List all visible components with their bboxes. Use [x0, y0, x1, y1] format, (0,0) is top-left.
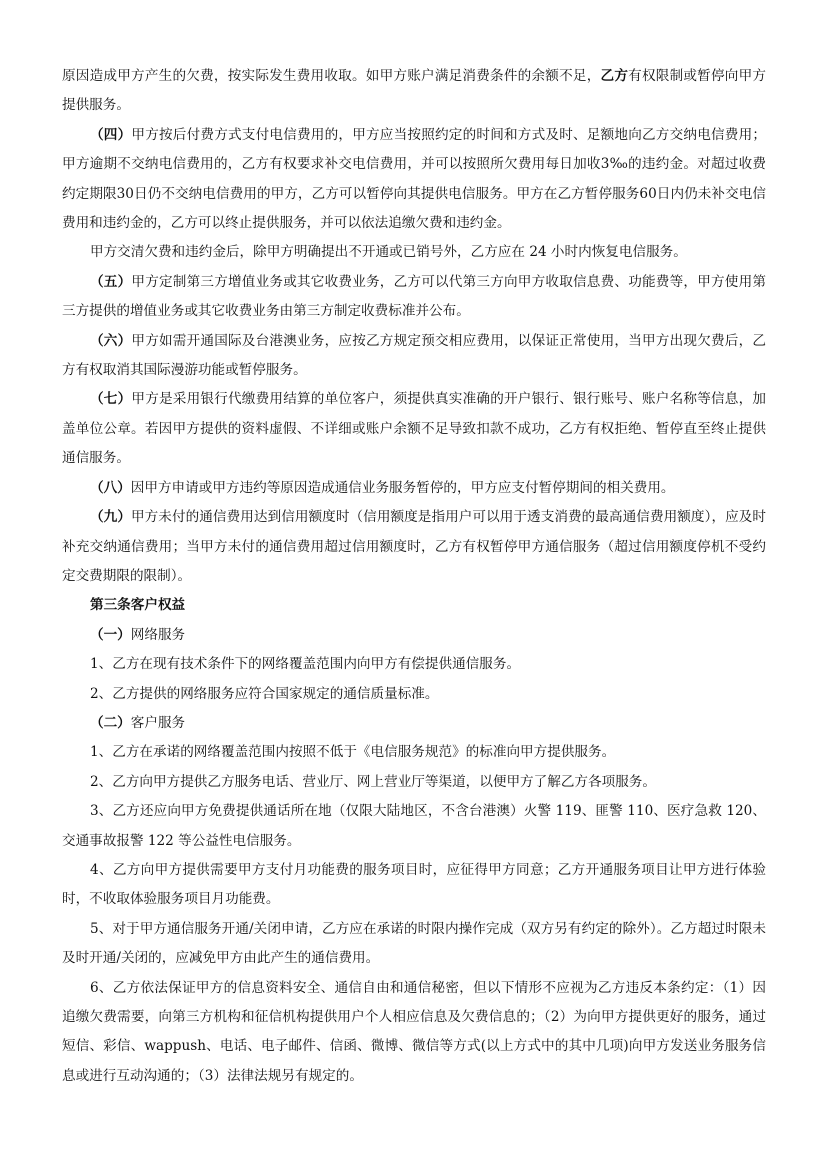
contract-paragraph: [62, 768, 766, 797]
text-segment: 1、乙方在承诺的网络覆盖范围内按照不低于《电信服务规范》的标准向甲方提供服务。: [90, 744, 616, 761]
text-segment: 1、乙方在现有技术条件下的网络覆盖范围内向甲方有偿提供通信服务。: [90, 656, 521, 673]
text-segment: 甲方是采用银行代缴费用结算的单位客户，须提供真实准确的开户银行、银行账号、账户名称等信息，加盖单位公章。若因甲方提供的资料虚假、不详细或账户余额不足导致扣款不成功，乙方有权拒绝、暂停直至终止提供通信服务。: [62, 391, 767, 467]
text-segment: 4、乙方向甲方提供需要甲方支付月功能费的服务项目时，应征得甲方同意；乙方开通服务项目让甲方进行体验时，不收取体验服务项目月功能费。: [62, 861, 766, 908]
bold-text-segment: （六）: [90, 332, 132, 349]
text-segment: 2、乙方提供的网络服务应符合国家规定的通信质量标准。: [90, 685, 439, 702]
contract-paragraph: [62, 327, 766, 386]
text-segment: 因甲方申请或甲方违约等原因造成通信业务服务暂停的，甲方应支付暂停期间的相关费用。: [130, 479, 675, 496]
bold-text-segment: （一）: [90, 626, 131, 643]
text-segment: 2、乙方向甲方提供乙方服务电话、营业厅、网上营业厅等渠道，以便甲方了解乙方各项服务。: [90, 773, 656, 790]
bold-text-segment: （五）: [90, 273, 132, 290]
contract-paragraph: [62, 121, 766, 239]
contract-paragraph: [62, 268, 766, 327]
contract-paragraph: [62, 738, 766, 767]
text-segment: 有权限制或暂停向甲方提供服务。: [62, 68, 767, 114]
contract-paragraph: [62, 238, 766, 267]
contract-paragraph: [62, 621, 766, 650]
text-segment: 6、乙方依法保证甲方的信息资料安全、通信自由和通信秘密，但以下情形不应视为乙方违反本条约定：（1）因追缴欠费需要，向第三方机构和征信机构提供用户个人相应信息及欠费信息的；（2）为向甲方提供更好的服务，通过短信、彩信、wappush、电话、电子邮件、信函、微博、微信等方式(以上方式中的其中几项)向甲方发送业务服务信息或进行互动沟通的；（3）法律法规另有规定的。: [62, 979, 766, 1084]
text-segment: 原因造成甲方产生的欠费，按实际发生费用收取。如甲方账户满足消费条件的余额不足，: [62, 68, 601, 84]
contract-paragraph: [62, 915, 766, 974]
text-segment: 甲方如需开通国际及台港澳业务，应按乙方规定预交相应费用，以保证正常使用，当甲方出现欠费后，乙方有权取消其国际漫游功能或暂停服务。: [62, 332, 767, 379]
text-segment: 甲方按后付费方式支付电信费用的，甲方应当按照约定的时间和方式及时、足额地向乙方交纳电信费用；甲方逾期不交纳电信费用的，乙方有权要求补交电信费用，并可以按照所欠费用每日加收3‰的违约金。对超过收费约定期限30日仍不交纳电信费用的甲方，乙方可以暂停向其提供电信服务。甲方在乙方暂停服务60日内仍未补交电信费用和违约金的，乙方可以终止提供服务，并可以依法追缴欠费和违约金。: [62, 126, 767, 232]
contract-paragraph: [62, 62, 766, 121]
text-segment: 甲方未付的通信费用达到信用额度时（信用额度是指用户可以用于透支消费的最高通信费用额度），应及时补充交纳通信费用；当甲方未付的通信费用超过信用额度时，乙方有权暂停甲方通信服务（超过信用额度停机不受约定交费期限的限制）。: [62, 509, 767, 584]
bold-text-segment: （二）: [90, 714, 131, 731]
bold-text-segment: 第三条客户权益: [90, 597, 186, 614]
contract-paragraph: [62, 709, 766, 738]
contract-paragraph: [62, 797, 766, 856]
contract-paragraph: [62, 650, 766, 679]
section-heading: [62, 591, 766, 620]
text-segment: 5、对于甲方通信服务开通/关闭申请，乙方应在承诺的时限内操作完成（双方另有约定的除外）。乙方超过时限未及时开通/关闭的，应减免甲方由此产生的通信费用。: [62, 920, 766, 967]
contract-paragraph: [62, 474, 766, 503]
text-segment: 甲方定制第三方增值业务或其它收费业务，乙方可以代第三方向甲方收取信息费、功能费等，甲方使用第三方提供的增值业务或其它收费业务由第三方制定收费标准并公布。: [62, 273, 767, 320]
bold-text-segment: （七）: [90, 391, 132, 408]
text-segment: 网络服务: [130, 626, 186, 643]
contract-paragraph: [62, 856, 766, 915]
text-segment: 客户服务: [130, 714, 186, 731]
bold-text-segment: （八）: [90, 479, 131, 496]
text-segment: 甲方交清欠费和违约金后，除甲方明确提出不开通或已销号外，乙方应在 24 小时内恢复电信服务。: [90, 244, 687, 261]
bold-text-segment: （九）: [90, 509, 131, 526]
contract-paragraph: [62, 385, 766, 473]
contract-paragraph: [62, 680, 766, 709]
text-segment: 3、乙方还应向甲方免费提供通话所在地（仅限大陆地区，不含台港澳）火警 119、匪警 110、医疗急救 120、交通事故报警 122 等公益性电信服务。: [62, 803, 766, 849]
contract-paragraph: [62, 974, 766, 1092]
contract-body: [62, 62, 766, 1091]
bold-text-segment: 乙方: [600, 68, 629, 84]
bold-text-segment: （四）: [90, 126, 132, 143]
contract-paragraph: [62, 503, 766, 591]
